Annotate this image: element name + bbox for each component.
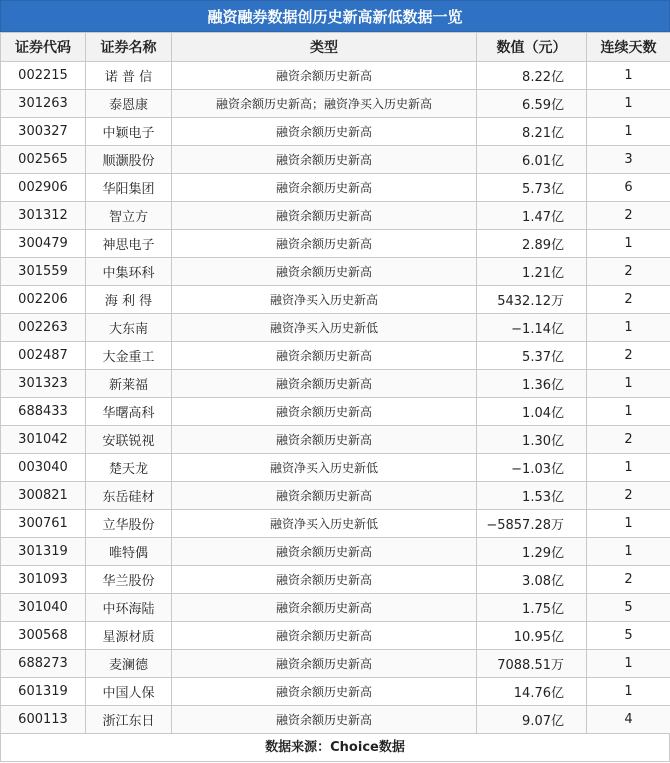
table-row (1, 482, 670, 510)
cell-name: 中颖电子 (86, 118, 172, 146)
cell-name: 华阳集团 (86, 174, 172, 202)
cell-name: 智立方 (86, 202, 172, 230)
cell-name: 泰恩康 (86, 90, 172, 118)
cell-days: 1 (587, 398, 670, 426)
cell-name: 星源材质 (86, 622, 172, 650)
cell-name: 麦澜德 (86, 650, 172, 678)
cell-value: −5857.28万 (477, 510, 587, 538)
table-row (1, 202, 670, 230)
cell-name: 立华股份 (86, 510, 172, 538)
cell-type: 融资余额历史新高 (172, 202, 477, 230)
cell-days: 1 (587, 370, 670, 398)
cell-code: 002263 (1, 314, 86, 342)
cell-name: 中集环科 (86, 258, 172, 286)
cell-code: 002215 (1, 62, 86, 90)
cell-type: 融资净买入历史新低 (172, 454, 477, 482)
cell-value: −1.03亿 (477, 454, 587, 482)
cell-code: 300479 (1, 230, 86, 258)
cell-type: 融资余额历史新高 (172, 230, 477, 258)
cell-name: 中国人保 (86, 678, 172, 706)
cell-value: 5.37亿 (477, 342, 587, 370)
cell-days: 2 (587, 566, 670, 594)
cell-name: 神思电子 (86, 230, 172, 258)
cell-code: 688433 (1, 398, 86, 426)
margin-trading-table (0, 32, 670, 734)
cell-name: 大金重工 (86, 342, 172, 370)
cell-value: 9.07亿 (477, 706, 587, 734)
cell-days: 2 (587, 258, 670, 286)
cell-type: 融资余额历史新高 (172, 706, 477, 734)
cell-code: 301263 (1, 90, 86, 118)
cell-code: 300327 (1, 118, 86, 146)
cell-days: 1 (587, 538, 670, 566)
cell-value: 1.30亿 (477, 426, 587, 454)
cell-value: 8.21亿 (477, 118, 587, 146)
cell-days: 1 (587, 454, 670, 482)
cell-name: 华曙高科 (86, 398, 172, 426)
cell-days: 2 (587, 286, 670, 314)
cell-type: 融资余额历史新高 (172, 398, 477, 426)
cell-type: 融资余额历史新高 (172, 594, 477, 622)
table-row (1, 370, 670, 398)
table-row (1, 706, 670, 734)
cell-code: 300761 (1, 510, 86, 538)
table-row (1, 174, 670, 202)
cell-value: −1.14亿 (477, 314, 587, 342)
cell-type: 融资余额历史新高 (172, 370, 477, 398)
cell-name: 海 利 得 (86, 286, 172, 314)
cell-code: 002487 (1, 342, 86, 370)
source-note: 数据来源：Choice数据 (0, 734, 670, 762)
header-type: 类型 (172, 33, 477, 62)
cell-type: 融资余额历史新高 (172, 678, 477, 706)
cell-type: 融资余额历史新高 (172, 146, 477, 174)
cell-days: 2 (587, 482, 670, 510)
cell-value: 1.21亿 (477, 258, 587, 286)
cell-value: 1.75亿 (477, 594, 587, 622)
header-days: 连续天数 (587, 33, 670, 62)
cell-type: 融资余额历史新高；融资净买入历史新高 (172, 90, 477, 118)
table-row (1, 622, 670, 650)
cell-value: 5.73亿 (477, 174, 587, 202)
cell-type: 融资余额历史新高 (172, 650, 477, 678)
table-row (1, 510, 670, 538)
cell-code: 601319 (1, 678, 86, 706)
cell-code: 301042 (1, 426, 86, 454)
cell-value: 14.76亿 (477, 678, 587, 706)
cell-type: 融资余额历史新高 (172, 342, 477, 370)
header-code: 证券代码 (1, 33, 86, 62)
cell-type: 融资余额历史新高 (172, 538, 477, 566)
cell-days: 1 (587, 62, 670, 90)
cell-name: 安联锐视 (86, 426, 172, 454)
header-row (1, 33, 670, 62)
cell-name: 浙江东日 (86, 706, 172, 734)
table-row (1, 538, 670, 566)
cell-value: 1.36亿 (477, 370, 587, 398)
cell-type: 融资净买入历史新低 (172, 314, 477, 342)
table-row (1, 426, 670, 454)
table-row (1, 650, 670, 678)
table-row (1, 342, 670, 370)
cell-days: 1 (587, 650, 670, 678)
cell-name: 华兰股份 (86, 566, 172, 594)
cell-value: 5432.12万 (477, 286, 587, 314)
cell-code: 002206 (1, 286, 86, 314)
cell-type: 融资净买入历史新高 (172, 286, 477, 314)
table-row (1, 594, 670, 622)
cell-type: 融资余额历史新高 (172, 174, 477, 202)
cell-days: 3 (587, 146, 670, 174)
cell-type: 融资余额历史新高 (172, 482, 477, 510)
cell-code: 300821 (1, 482, 86, 510)
cell-days: 5 (587, 622, 670, 650)
table-row (1, 286, 670, 314)
cell-value: 1.04亿 (477, 398, 587, 426)
cell-code: 301040 (1, 594, 86, 622)
cell-value: 6.01亿 (477, 146, 587, 174)
cell-type: 融资余额历史新高 (172, 426, 477, 454)
cell-name: 大东南 (86, 314, 172, 342)
cell-type: 融资余额历史新高 (172, 62, 477, 90)
cell-type: 融资余额历史新高 (172, 118, 477, 146)
table-row (1, 230, 670, 258)
table-row (1, 146, 670, 174)
cell-value: 1.53亿 (477, 482, 587, 510)
header-value: 数值（元） (477, 33, 587, 62)
cell-value: 1.47亿 (477, 202, 587, 230)
cell-code: 301093 (1, 566, 86, 594)
cell-type: 融资净买入历史新低 (172, 510, 477, 538)
cell-code: 301323 (1, 370, 86, 398)
cell-name: 顺灏股份 (86, 146, 172, 174)
table-title: 融资融券数据创历史新高新低数据一览 (0, 0, 670, 32)
table-row (1, 258, 670, 286)
header-name: 证券名称 (86, 33, 172, 62)
cell-days: 1 (587, 678, 670, 706)
cell-value: 8.22亿 (477, 62, 587, 90)
cell-name: 东岳硅材 (86, 482, 172, 510)
cell-days: 1 (587, 510, 670, 538)
cell-value: 3.08亿 (477, 566, 587, 594)
table-row (1, 314, 670, 342)
cell-value: 6.59亿 (477, 90, 587, 118)
table-row (1, 62, 670, 90)
cell-name: 新莱福 (86, 370, 172, 398)
cell-days: 2 (587, 202, 670, 230)
cell-code: 003040 (1, 454, 86, 482)
cell-days: 5 (587, 594, 670, 622)
cell-days: 2 (587, 426, 670, 454)
table-row (1, 454, 670, 482)
cell-code: 301319 (1, 538, 86, 566)
table-body (1, 62, 670, 734)
table-row (1, 398, 670, 426)
table-row (1, 566, 670, 594)
cell-code: 300568 (1, 622, 86, 650)
cell-days: 6 (587, 174, 670, 202)
cell-name: 诺 普 信 (86, 62, 172, 90)
cell-type: 融资余额历史新高 (172, 258, 477, 286)
cell-code: 600113 (1, 706, 86, 734)
cell-code: 688273 (1, 650, 86, 678)
cell-days: 2 (587, 342, 670, 370)
cell-value: 2.89亿 (477, 230, 587, 258)
cell-value: 1.29亿 (477, 538, 587, 566)
cell-days: 1 (587, 118, 670, 146)
cell-type: 融资余额历史新高 (172, 566, 477, 594)
cell-days: 4 (587, 706, 670, 734)
cell-code: 301559 (1, 258, 86, 286)
cell-name: 中环海陆 (86, 594, 172, 622)
cell-value: 7088.51万 (477, 650, 587, 678)
cell-name: 楚天龙 (86, 454, 172, 482)
cell-days: 1 (587, 230, 670, 258)
cell-code: 002906 (1, 174, 86, 202)
cell-code: 301312 (1, 202, 86, 230)
table-row (1, 90, 670, 118)
cell-name: 唯特偶 (86, 538, 172, 566)
cell-value: 10.95亿 (477, 622, 587, 650)
cell-code: 002565 (1, 146, 86, 174)
cell-days: 1 (587, 90, 670, 118)
cell-type: 融资余额历史新高 (172, 622, 477, 650)
cell-days: 1 (587, 314, 670, 342)
table-row (1, 118, 670, 146)
table-row (1, 678, 670, 706)
